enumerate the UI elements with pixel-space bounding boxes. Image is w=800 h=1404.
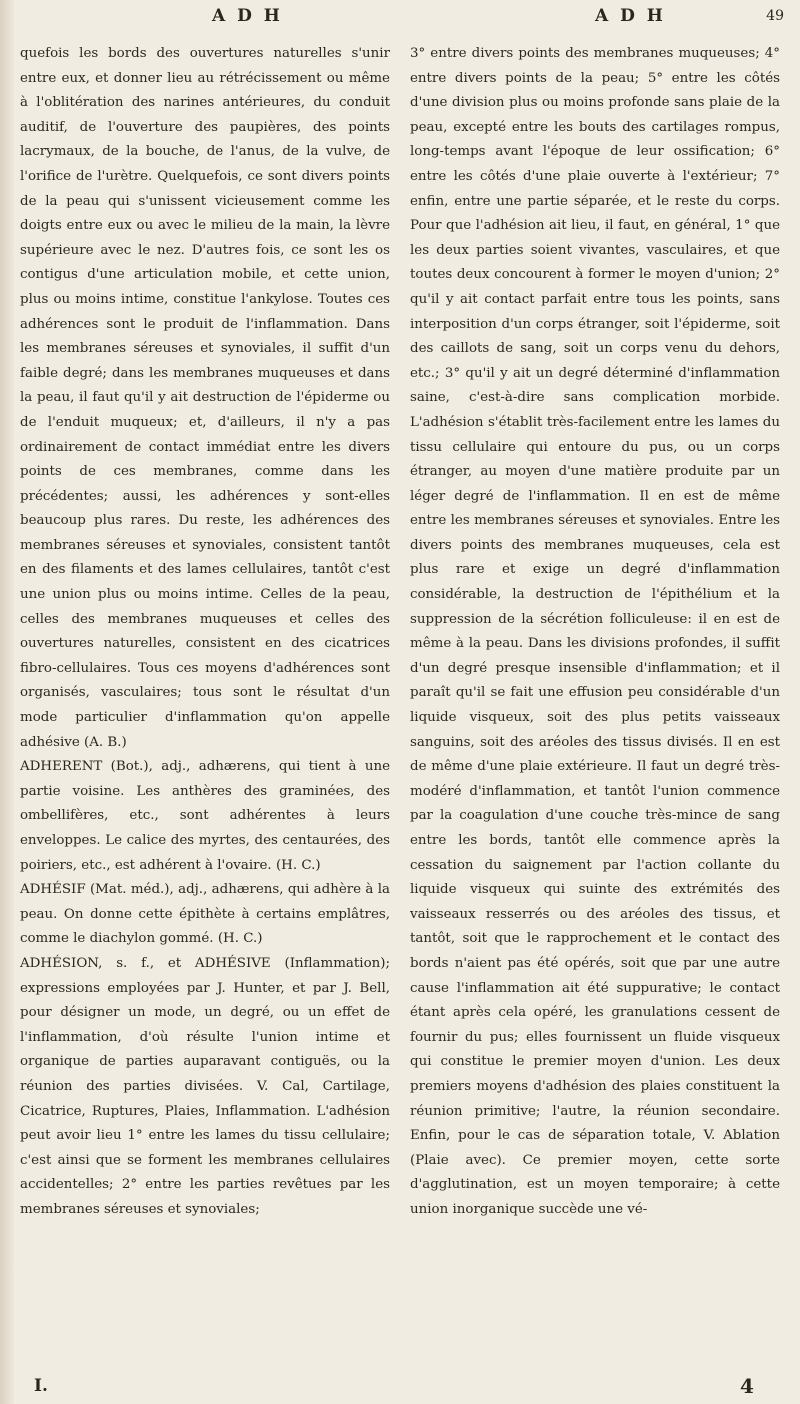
right-column xyxy=(410,42,780,1223)
paragraph-adhesion-continued: 3° entre divers points des membranes muqueuses; 4° entre divers points de la peau; 5° entre les côtés d'une division plus ou moins profonde sans plaie de la peau, excepté entre les bouts des cartilages rompus, long-temps avant l'époque de leur ossification; 6° entre les côtés d'une plaie ouverte à l'extérieur; 7° enfin, entre une partie séparée, et le reste du corps. Pour que l'adhésion ait lieu, il faut, en général, 1° que les deux parties soient vivantes, vasculaires, et que toutes deux concourent à former le moyen d'union; 2° qu'il y ait contact parfait entre tous les points, sans interposition d'un corps étranger, soit l'épiderme, soit des caillots de sang, soit un corps venu du dehors, etc.; 3° qu'il y ait un degré déterminé d'inflammation saine, c'est-à-dire sans complication morbide. L'adhésion s'établit très-facilement entre les lames du tissu cellulaire qui entoure du pus, ou un corps étranger, au moyen d'une matière produite par un léger degré de l'inflammation. Il en est de même entre les membranes séreuses et synoviales. Entre les divers points des membranes muqueuses, cela est plus rare et exige un degré d'inflammation considérable, la destruction de l'épithélium et la suppression de la sécrétion folliculeuse: il en est de même à la peau. Dans les divisions profondes, il suffit d'un degré presque insensible d'inflammation; et il paraît qu'il se fait une effusion peu considérable d'un liquide visqueux, soit des plus petits vaisseaux sanguins, soit des aréoles des tissus divisés. Il en est de même d'une plaie extérieure. Il faut un degré très-modéré d'inflammation, et tantôt l'union commence par la coagulation d'une couche très-mince de sang entre les bords, tantôt elle commence après la cessation du saignement par l'action collante du liquide visqueux qui suinte des extrémités des vaisseaux resserrés ou des aréoles des tissus, et tantôt, soit que le rapprochement et le contact des bords n'aient pas été opérés, soit que par une autre cause l'inflammation ait été suppurative; le contact étant après cela opéré, les granulations cessent de fournir du pus; elles fournissent un fluide visqueux qui constitue le premier moyen d'union. Les deux premiers moyens d'adhésion des plaies constituent la réunion primitive; l'autre, la réunion secondaire. Enfin, pour le cas de séparation totale, V. Ablation (Plaie avec). Ce premier moyen, cette sorte d'agglutination, est un moyen temporaire; à cette union inorganique succède une vé- xyxy=(410,46,780,1217)
page-number: 49 xyxy=(766,8,784,24)
running-head-left: A D H xyxy=(212,6,283,26)
signature-mark-right: 4 xyxy=(740,1374,754,1398)
entry-adhesif: ADHÉSIF (Mat. méd.), adj., adhærens, qui adhère à la peau. On donne cette épithète à certains emplâtres, comme le diachylon gommé. (H. C.) xyxy=(20,882,390,947)
entry-adherent: ADHERENT (Bot.), adj., adhærens, qui tient à une partie voisine. Les anthères des graminées, des ombellifères, etc., sont adhérentes à leurs enveloppes. Le calice des myrtes, des centaurées, des poiriers, etc., est adhérent à l'ovaire. (H. C.) xyxy=(20,759,390,873)
running-head-right: A D H xyxy=(595,6,666,26)
entry-adhesion: ADHÉSION, s. f., et ADHÉSIVE (Inflammation); expressions employées par J. Hunter, et par J. Bell, pour désigner un mode, un degré, ou un effet de l'inflammation, d'où résulte l'union intime et organique de parties auparavant contiguës, ou la réunion des parties divisées. V. Cal, Cartilage, Cicatrice, Ruptures, Plaies, Inflammation. L'adhésion peut avoir lieu 1° entre les lames du tissu cellulaire; c'est ainsi que se forment les membranes cellulaires accidentelles; 2° entre les parties revêtues par les membranes séreuses et synoviales; xyxy=(20,955,390,1217)
left-column xyxy=(20,42,390,1223)
signature-mark-left: I. xyxy=(34,1376,48,1396)
paragraph-adherences: quefois les bords des ouvertures naturelles s'unir entre eux, et donner lieu au rétrécissement ou même à l'oblitération des narines antérieures, du conduit auditif, de l'ouverture des paupières, des points lacrymaux, de la bouche, de l'anus, de la vulve, de l'orifice de l'urètre. Quelquefois, ce sont divers points de la peau qui s'unissent vicieusement comme les doigts entre eux ou avec le milieu de la main, la lèvre supérieure avec le nez. D'autres fois, ce sont les os contigus d'une articulation mobile, et cette union, plus ou moins intime, constitue l'ankylose. Toutes ces adhérences sont le produit de l'inflammation. Dans les membranes séreuses et synoviales, il suffit d'un faible degré; dans les membranes muqueuses et dans la peau, il faut qu'il y ait destruction de l'épiderme ou de l'enduit muqueux; et, d'ailleurs, il n'y a pas ordinairement de contact immédiat entre les divers points de ces membranes, comme dans les précédentes; aussi, les adhérences y sont-elles beaucoup plus rares. Du reste, les adhérences des membranes séreuses et synoviales, consistent tantôt en des filaments et des lames cellulaires, tantôt c'est une union plus ou moins intime. Celles de la peau, celles des membranes muqueuses et celles des ouvertures naturelles, consistent en des cicatrices fibro-cellulaires. Tous ces moyens d'adhérences sont organisés, vasculaires; tous sont le résultat d'un mode particulier d'inflammation qu'on appelle adhésive (A. B.) xyxy=(20,46,390,750)
page-gutter xyxy=(0,0,14,1404)
